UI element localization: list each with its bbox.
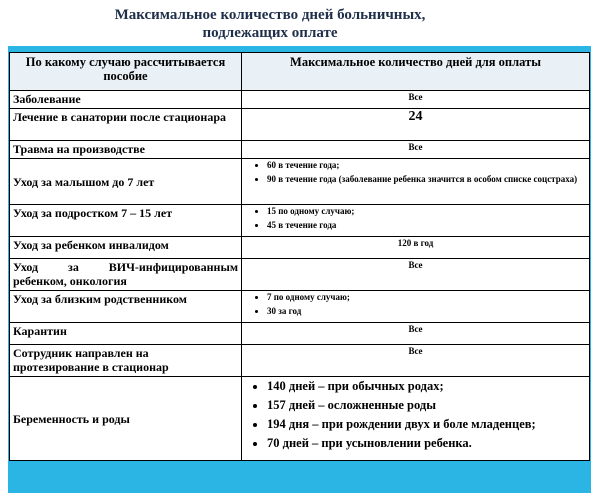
- header-days: Максимальное количество дней для оплаты: [242, 53, 590, 91]
- table-row: [10, 109, 590, 141]
- list-item: • 140 дней – при обычных родах;: [267, 379, 586, 394]
- table-row: [10, 91, 590, 109]
- row-label: Карантин: [10, 323, 242, 345]
- row-label: Уход за малышом до 7 лет: [10, 159, 242, 205]
- row-value: Все: [242, 91, 590, 109]
- row-value-list: [242, 291, 590, 323]
- list-item: • 157 дней – осложненные роды: [267, 398, 586, 413]
- title-line-1: Максимальное количество дней больничных,: [114, 7, 426, 23]
- row-value: 120 в год: [242, 237, 590, 259]
- row-label: Травма на производстве: [10, 141, 242, 159]
- table-row: [10, 291, 590, 323]
- table-row: [10, 323, 590, 345]
- table-row: [10, 345, 590, 377]
- row-value-list: [242, 377, 590, 461]
- row-label: Заболевание: [10, 91, 242, 109]
- row-value: Все: [242, 323, 590, 345]
- row-label: Уход за близким родственником: [10, 291, 242, 323]
- header-case: По какому случаю рассчитывается пособие: [10, 53, 242, 91]
- list-item: • 7 по одному случаю;: [267, 292, 586, 303]
- table-row: [10, 141, 590, 159]
- page-title: [60, 6, 480, 42]
- row-value-list: [242, 205, 590, 237]
- row-label: Уход за подростком 7 – 15 лет: [10, 205, 242, 237]
- list-item: • 15 по одному случаю;: [267, 206, 586, 217]
- row-value: Все: [242, 259, 590, 291]
- row-label: Беременность и роды: [10, 377, 242, 461]
- list-item: • 30 за год: [267, 306, 586, 317]
- list-item: • 60 в течение года;: [267, 160, 586, 171]
- list-item: • 45 в течение года: [267, 220, 586, 231]
- list-item: • 194 дня – при рождении двух и боле младенцев;: [267, 417, 586, 432]
- table-row: [10, 205, 590, 237]
- row-label: Уход за ребенком инвалидом: [10, 237, 242, 259]
- row-value: Все: [242, 345, 590, 377]
- row-value: Все: [242, 141, 590, 159]
- row-label: Уход за ВИЧ-инфицированным ребенком, онкология: [10, 259, 242, 291]
- table-row: [10, 159, 590, 205]
- list-item: • 90 в течение года (заболевание ребенка значится в особом списке соцстраха): [267, 174, 586, 185]
- table-row: [10, 237, 590, 259]
- table-row: [10, 377, 590, 461]
- list-item: • 70 дней – при усыновлении ребенка.: [267, 436, 586, 451]
- table-header-row: [10, 53, 590, 91]
- row-label: Лечение в санатории после стационара: [10, 109, 242, 141]
- row-label: Сотрудник направлен на протезирование в стационар: [10, 345, 242, 377]
- row-value-list: [242, 159, 590, 205]
- title-line-2: подлежащих оплате: [202, 25, 338, 41]
- table-row: [10, 259, 590, 291]
- sick-leave-table: [9, 52, 590, 461]
- row-value: 24: [242, 109, 590, 141]
